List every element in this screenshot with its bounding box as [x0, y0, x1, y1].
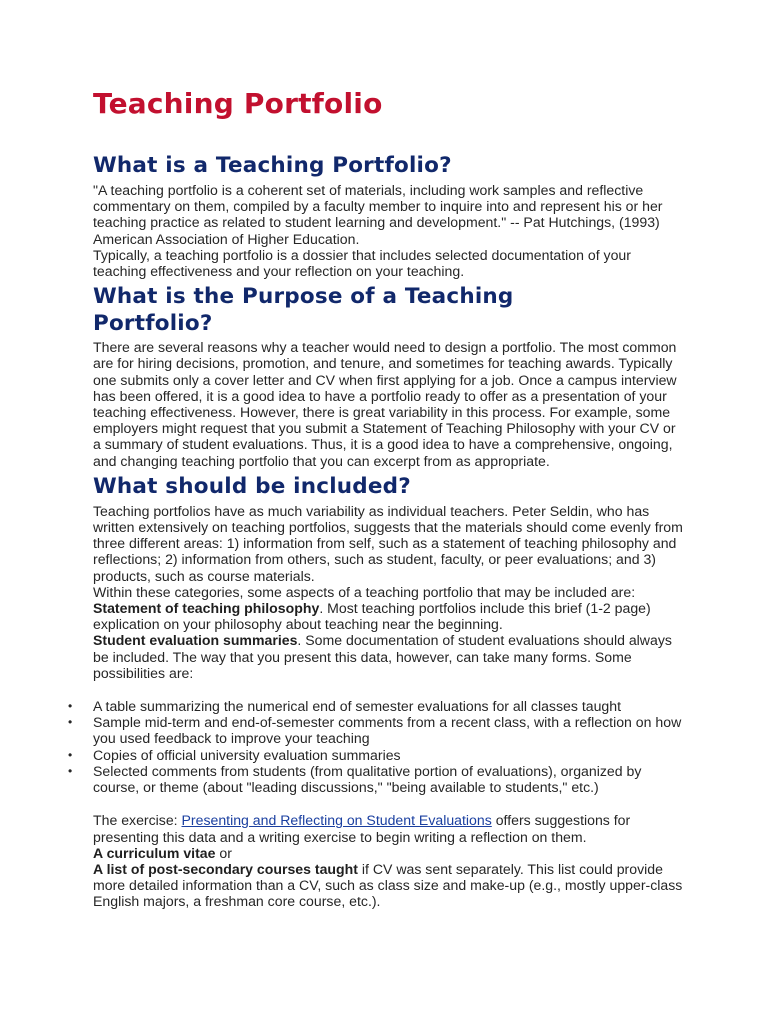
bullet-icon: •: [68, 715, 73, 730]
courses-taught-paragraph: [93, 861, 683, 910]
section-heading-purpose-line1: What is the Purpose of a Teaching: [93, 284, 514, 310]
statement-philosophy-label: Statement of teaching philosophy: [93, 600, 320, 617]
page-title: Teaching Portfolio: [93, 87, 383, 120]
section-heading-what-is: What is a Teaching Portfolio?: [93, 153, 452, 178]
list-item: [68, 714, 683, 747]
list-item: [68, 746, 683, 763]
list-item-text: Sample mid-term and end-of-semester comments from a recent class, with a reflection on how you used feedback to improve your teaching: [93, 714, 682, 747]
included-intro-paragraph: Teaching portfolios have as much variability as individual teachers. Peter Seldin, who has written extensively on teaching portfolios, suggests that the materials should come evenly from three different areas: 1) information from self, such as a statement of teaching philosophy and reflections; 2) information from others, such as student, faculty, or peer evaluations; and 3) products, such as course materials.: [93, 502, 683, 584]
section-heading-included: What should be included?: [93, 473, 411, 499]
evaluation-summaries-label: Student evaluation summaries: [93, 632, 298, 649]
courses-taught-label: A list of post-secondary courses taught: [93, 860, 358, 877]
courses-taught-text: if CV was sent separately. This list could provide more detailed information than a CV, such as class size and make-up (e.g., mostly upper-class English majors, a freshman core course, etc.).: [93, 860, 683, 910]
curriculum-vitae-text: or: [215, 844, 232, 861]
list-item: [68, 762, 683, 796]
exercise-paragraph: [93, 812, 683, 844]
list-item-text: A table summarizing the numerical end of semester evaluations for all classes taught: [93, 698, 621, 715]
definition-quote-paragraph: "A teaching portfolio is a coherent set of materials, including work samples and reflective commentary on them, compiled by a faculty member to inquire into and represent his or her teaching practice as related to student learning and development." -- Pat Hutchings, (1993) American Association of Higher Education.: [93, 182, 663, 247]
document-body: [68, 152, 683, 910]
evaluation-summaries-text: . Some documentation of student evaluations should always be included. The way that you present this data, however, can take many forms. Some possibilities are:: [93, 632, 672, 681]
dossier-paragraph: Typically, a teaching portfolio is a dossier that includes selected documentation of your teaching effectiveness and your reflection on your teaching.: [93, 246, 631, 280]
statement-philosophy-text: . Most teaching portfolios include this brief (1-2 page) explication on your philosophy about teaching near the beginning.: [93, 600, 651, 633]
possibilities-list: [68, 698, 683, 796]
section-heading-purpose: [93, 283, 683, 337]
exercise-suffix: offers suggestions for presenting this data and a writing exercise to begin writing a reflection on them.: [93, 812, 631, 845]
list-item: [68, 698, 683, 715]
statement-philosophy-paragraph: [93, 600, 683, 632]
bullet-icon: •: [68, 699, 73, 714]
purpose-paragraph: There are several reasons why a teacher would need to design a portfolio. The most common are for hiring decisions, promotion, and tenure, and sometimes for teaching awards. Typically one submits only a cover letter and CV when first applying for a job. Once a campus interview has been offered, it is a good idea to have a portfolio ready to offer as a presentation of your teaching effectiveness. However, there is great variability in this process. For example, some employers might request that you submit a Statement of Teaching Philosophy with your CV or a summary of student evaluations. Thus, it is a good idea to have a comprehensive, ongoing, and changing teaching portfolio that you can excerpt from as appropriate.: [93, 339, 677, 469]
bullet-icon: •: [68, 747, 73, 762]
within-categories-paragraph: Within these categories, some aspects of a teaching portfolio that may be included are:: [93, 583, 636, 600]
list-item-text: Selected comments from students (from qualitative portion of evaluations), organized by course, or theme (about "leading discussions," "being available to students," etc.): [93, 762, 642, 796]
curriculum-vitae-paragraph: [93, 845, 683, 861]
list-item-text: Copies of official university evaluation summaries: [93, 746, 401, 763]
section-heading-purpose-line2: Portfolio?: [93, 311, 213, 337]
exercise-link[interactable]: Presenting and Reflecting on Student Evaluations: [181, 812, 492, 829]
curriculum-vitae-label: A curriculum vitae: [93, 844, 216, 861]
exercise-prefix: The exercise:: [93, 812, 182, 829]
bullet-icon: •: [68, 763, 73, 778]
evaluation-summaries-paragraph: [93, 632, 683, 681]
